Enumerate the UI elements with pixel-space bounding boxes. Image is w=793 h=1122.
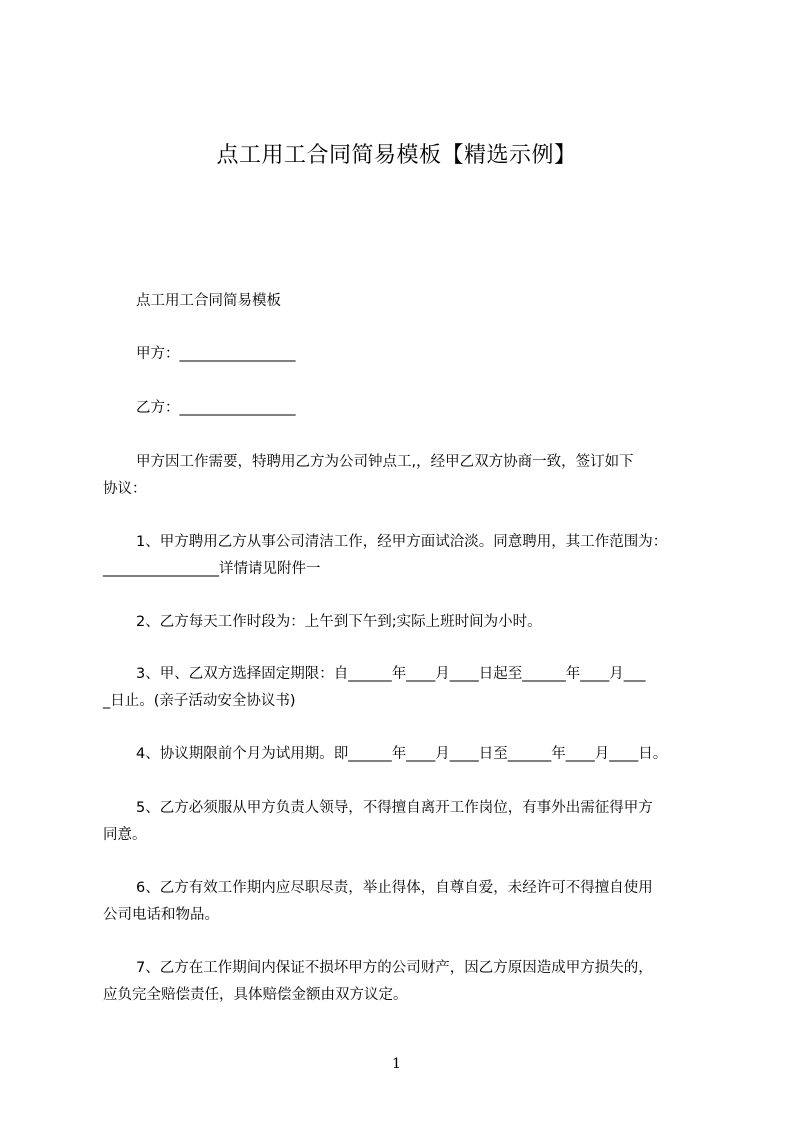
page-number: 1 [392, 1056, 401, 1072]
document-title: 点工用工合同简易模板【精选示例】 [216, 143, 577, 168]
party-a-line: 甲方：________________ [136, 346, 296, 362]
clause-6-line-1: 6、乙方有效工作期内应尽职尽责，举止得体，自尊自爱，未经许可不得擅自使用 [136, 880, 653, 896]
clause-3-line-2: _日止。(亲子活动安全协议书) [103, 693, 296, 709]
subtitle: 点工用工合同简易模板 [136, 293, 281, 309]
clause-7-line-1: 7、乙方在工作期间内保证不损坏甲方的公司财产，因乙方原因造成甲方损失的， [136, 960, 653, 976]
clause-5-line-2: 同意。 [103, 827, 147, 843]
clause-5-line-1: 5、乙方必须服从甲方负责人领导，不得擅自离开工作岗位，有事外出需征得甲方 [136, 800, 653, 816]
clause-6-line-2: 公司电话和物品。 [103, 907, 219, 923]
clause-4-line-1: 4、协议期限前个月为试用期。即______年____月____日至______年____月____日。 [136, 746, 668, 762]
clause-3-line-1: 3、甲、乙双方选择固定期限：自______年____月____日起至______年____月___ [136, 666, 646, 682]
intro-line-2: 协议： [103, 481, 147, 497]
clause-7-line-2: 应负完全赔偿责任，具体赔偿金额由双方议定。 [103, 987, 408, 1003]
clause-1-line-1: 1、甲方聘用乙方从事公司清洁工作，经甲方面试洽淡。同意聘用，其工作范围为： [136, 534, 668, 550]
clause-2-line-1: 2、乙方每天工作时段为：上午到下午到;实际上班时间为小时。 [136, 614, 542, 630]
clause-1-line-2: ________________详情请见附件一 [103, 561, 321, 577]
party-b-line: 乙方：________________ [136, 400, 296, 416]
intro-line-1: 甲方因工作需要，特聘用乙方为公司钟点工,，经甲乙双方协商一致，签订如下 [136, 454, 634, 470]
